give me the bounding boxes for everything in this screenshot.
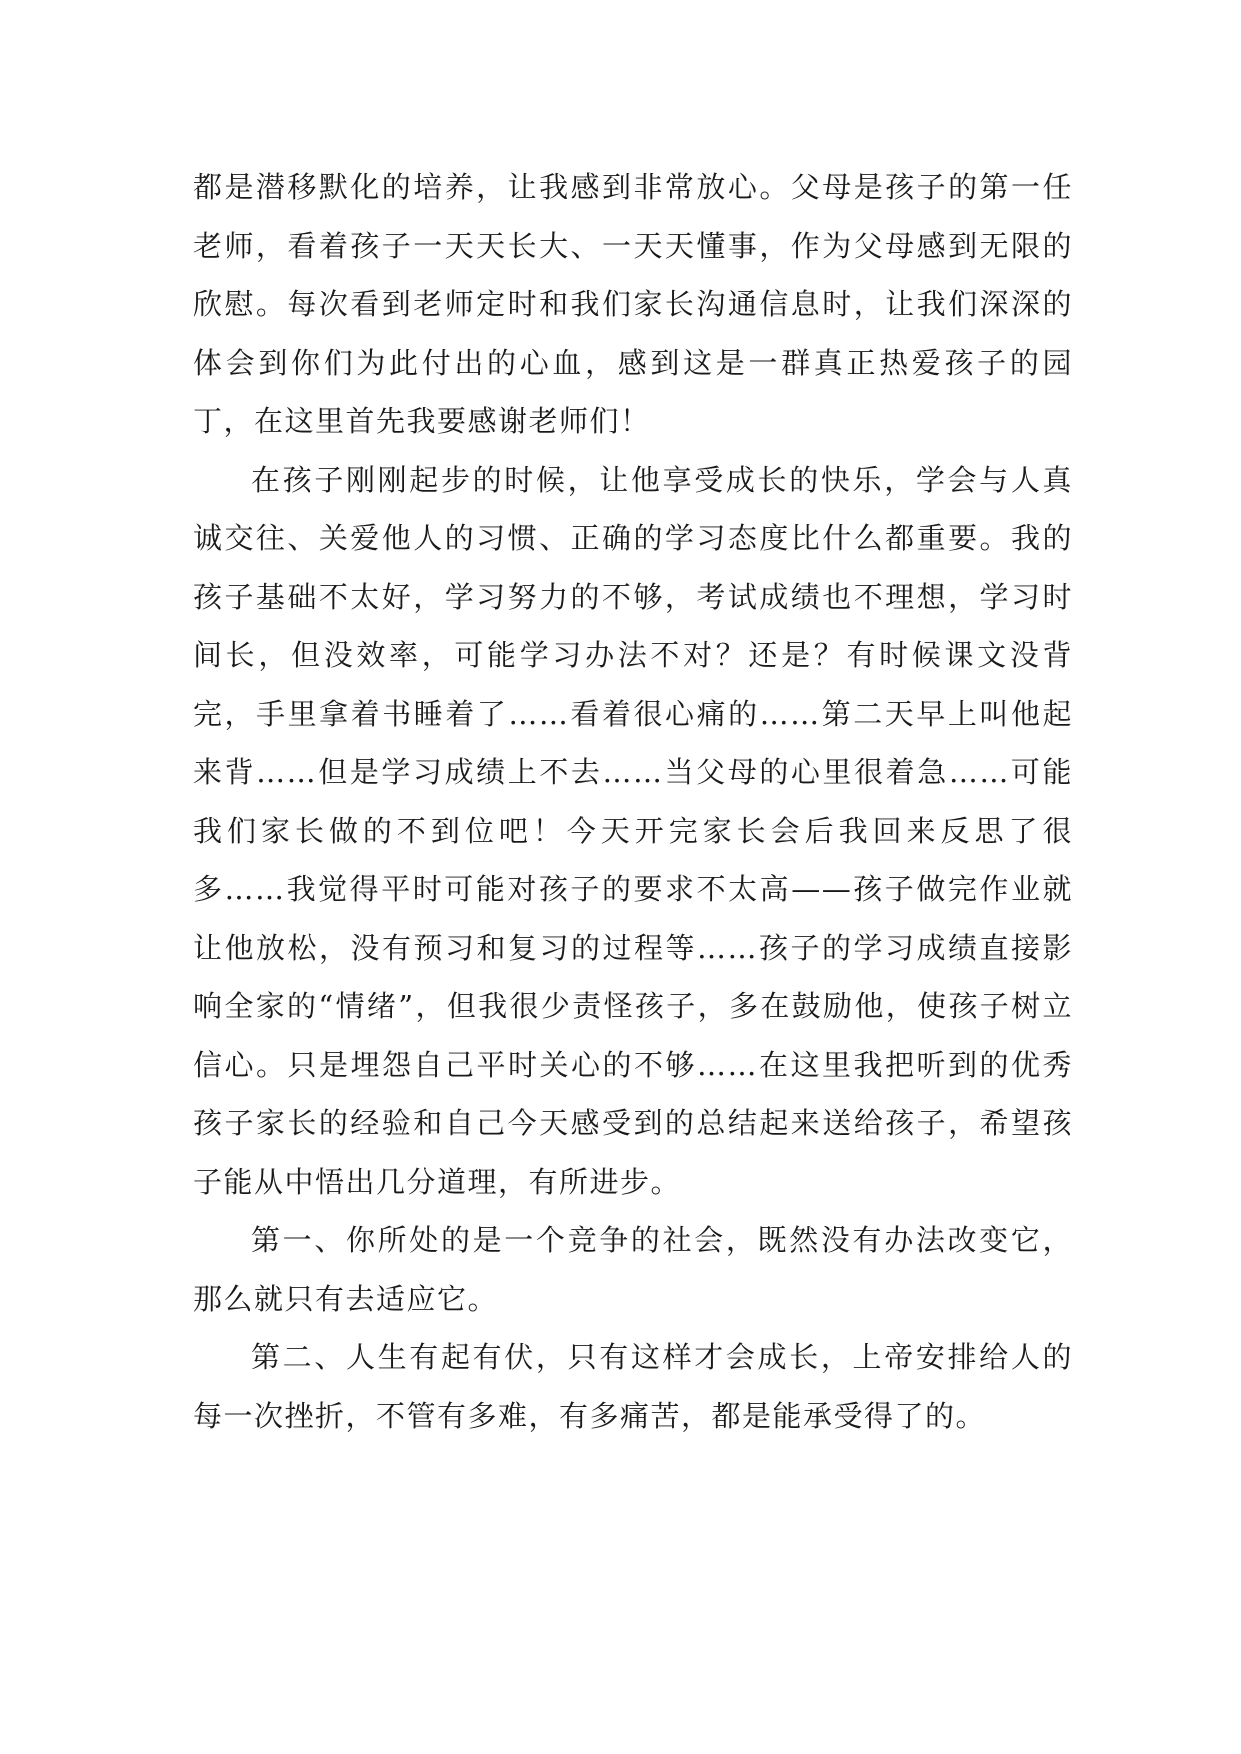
document-body	[193, 158, 1073, 1445]
paragraph-4: 第二、人生有起有伏，只有这样才会成长，上帝安排给人的每一次挫折，不管有多难，有多痛苦，都是能承受得了的。	[193, 1340, 1073, 1433]
paragraph-3: 第一、你所处的是一个竞争的社会，既然没有办法改变它，那么就只有去适应它。	[193, 1223, 1073, 1316]
paragraph-2: 在孩子刚刚起步的时候，让他享受成长的快乐，学会与人真诚交往、关爱他人的习惯、正确的学习态度比什么都重要。我的孩子基础不太好，学习努力的不够，考试成绩也不理想，学习时间长，但没效率，可能学习办法不对？还是？有时候课文没背完，手里拿着书睡着了……看着很心痛的……第二天早上叫他起来背……但是学习成绩上不去……当父母的心里很着急……可能我们家长做的不到位吧！今天开完家长会后我回来反思了很多……我觉得平时可能对孩子的要求不太高——孩子做完作业就让他放松，没有预习和复习的过程等……孩子的学习成绩直接影响全家的“情绪”，但我很少责怪孩子，多在鼓励他，使孩子树立信心。只是埋怨自己平时关心的不够……在这里我把听到的优秀孩子家长的经验和自己今天感受到的总结起来送给孩子，希望孩子能从中悟出几分道理，有所进步。	[193, 462, 1073, 1199]
paragraph-1: 都是潜移默化的培养，让我感到非常放心。父母是孩子的第一任老师，看着孩子一天天长大、一天天懂事，作为父母感到无限的欣慰。每次看到老师定时和我们家长沟通信息时，让我们深深的体会到你们为此付出的心血，感到这是一群真正热爱孩子的园丁，在这里首先我要感谢老师们！	[193, 170, 1073, 438]
